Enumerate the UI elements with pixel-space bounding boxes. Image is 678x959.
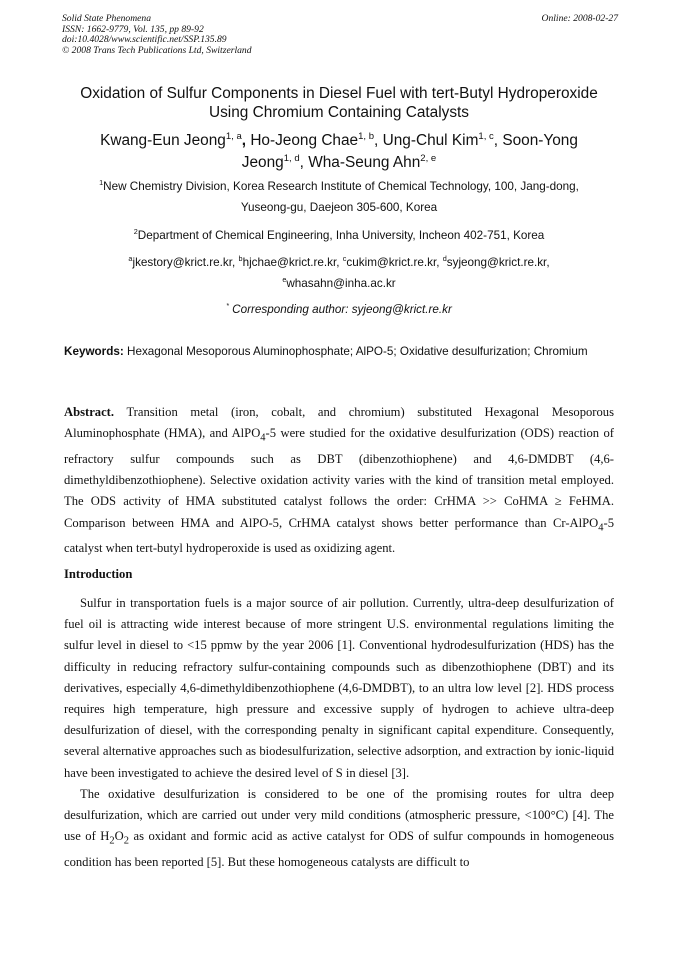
abstract: [64, 402, 614, 559]
email-address: hjchae@krict.re.kr: [242, 256, 337, 269]
author-name: Soon-Yong: [502, 132, 578, 149]
abstract-text-2: -5 were studied for the oxidative desulfurization (ODS) reaction of refractory sulfur compounds such as DBT (dibenzothiophene) and 4,6-DMDBT (4,6-dimethyldibenzothiophene). Selective oxidation activity varies with the kind of transition metal employed. The ODS activity of HMA substituted catalyst follows the order: CrHMA >> CoHMA ≥ FeHMA. Comparison between HMA and AlPO-5, CrHMA catalyst shows better performance than Cr-AlPO: [64, 426, 614, 530]
keywords-label: Keywords:: [64, 345, 124, 358]
section-heading: Introduction: [64, 567, 133, 581]
author-sup: 1, c: [478, 130, 494, 142]
introduction-body: [64, 593, 614, 873]
abstract-sub: 4: [598, 522, 604, 534]
affiliation-1-line-2: Yuseong-gu, Daejeon 305-600, Korea: [240, 201, 438, 214]
intro-paragraph-2: [64, 784, 614, 873]
journal-name: Solid State Phenomena: [62, 13, 151, 24]
affiliation-1-line-1: New Chemistry Division, Korea Research Institute of Chemical Technology, 100, Jang-dong,: [103, 180, 579, 193]
intro-sub: 2: [109, 835, 115, 847]
affiliation-sup: 2: [133, 227, 138, 237]
author-line-1: Kwang-Eun Jeong$^{1, a}$, Ho-Jeong Chae$^{1, b}$, Ung-Chul Kim$^{1, c}$, Soon-Yong: [100, 130, 578, 149]
affiliation-2: [40, 225, 638, 246]
email-sup: b: [238, 254, 243, 264]
email-address: jkestory@krict.re.kr: [132, 256, 233, 269]
online-date: Online: 2008-02-27: [541, 13, 618, 24]
email-list: $^a$jkestory@krict.re.kr, $^b$hjchae@krict.re.kr, $^c$cukim@krict.re.kr, $^d$syjeong@krict.re.kr, $^e$whasahn@inha.ac.kr: [128, 254, 550, 290]
email-sup: d: [442, 254, 447, 264]
author-list: [40, 130, 638, 174]
doi-line: doi:10.4028/www.scientific.net/SSP.135.89: [62, 34, 227, 46]
author-sup: 1, d: [283, 152, 300, 164]
abstract-text-3: -5 catalyst when tert-butyl hydroperoxide is used as oxidizing agent.: [64, 515, 614, 556]
abstract-sub: 4: [260, 432, 266, 444]
intro-text: O: [114, 829, 124, 844]
keywords-text: Hexagonal Mesoporous Aluminophosphate; AlPO-5; Oxidative desulfurization; Chromium: [127, 345, 588, 358]
title-line-1: Oxidation of Sulfur Components in Diesel Fuel with tert-Butyl Hydroperoxide: [80, 85, 598, 102]
corr-sup: *: [226, 301, 229, 311]
intro-text: as oxidant and formic acid as active catalyst for ODS of sulfur compounds in homogeneous condition has been reported [5]. But these homogeneous catalysts are difficult to: [64, 829, 615, 869]
corresponding-author: [40, 299, 638, 320]
abstract-text-1: Transition metal (iron, cobalt, and chromium) substituted Hexagonal Mesoporous Aluminophosphate (HMA), and AlPO: [64, 405, 614, 441]
title-line-2: Using Chromium Containing Catalysts: [208, 104, 470, 121]
affiliation-sup: 1: [99, 178, 104, 188]
author-sup: 1, b: [358, 130, 375, 142]
corr-text: Corresponding author: syjeong@krict.re.kr: [232, 303, 452, 316]
email-sup: c: [342, 254, 347, 264]
affiliation-1: [40, 176, 638, 218]
paper-title: [40, 84, 638, 122]
intro-paragraph-1: Sulfur in transportation fuels is a major source of air pollution. Currently, ultra-deep desulfurization of fuel oil is attracting wide interest because of more stringent U.S. environmental regulations limiting the sulfur level in diesel to <15 ppmw by the year 2006 [1]. Conventional hydrodesulfurization (HDS) has the difficulty in reducing refractory sulfur-containing compounds such as dibenzothiophene (DBT) and its derivatives, especially 4,6-dimethyldibenzothiophene (4,6-DMDBT), to an ultra low level [2]. HDS process requires high temperature, high pressure and excessive supply of hydrogen to achieve ultra-deep desulfurization of diesel, with the corresponding penalty in significant capital expenditure. Consequently, several alternative approaches such as biodesulfurization, selective adsorption, and extraction by ionic-liquid have been investigated to achieve the desired level of S in diesel [3].: [64, 596, 614, 780]
author-line-2: Jeong$^{1, d}$, Wha-Seung Ahn$^{2, e}$: [241, 152, 437, 171]
intro-text: The oxidative desulfurization is considered to be one of the promising routes for ultra deep desulfurization, which are carried out under very mild conditions (atmospheric pressure, <100°C) [4]. The use of H: [64, 786, 614, 844]
email-address: syjeong@krict.re.kr: [446, 256, 547, 269]
author-sup: 2, e: [420, 152, 437, 164]
email-sup: a: [128, 254, 133, 264]
email-address: cukim@krict.re.kr: [346, 256, 437, 269]
affiliation-2-text: Department of Chemical Engineering, Inha University, Incheon 402-751, Korea: [137, 229, 545, 242]
author-name: Ung-Chul Kim: [382, 132, 479, 149]
abstract-label: Abstract.: [64, 405, 115, 419]
keywords: [64, 341, 614, 362]
issn-line: ISSN: 1662-9779, Vol. 135, pp 89-92: [62, 23, 204, 35]
intro-sub: 2: [123, 835, 129, 847]
author-name: Kwang-Eun Jeong: [100, 132, 226, 149]
copyright-line: © 2008 Trans Tech Publications Ltd, Switzerland: [62, 44, 252, 56]
email-sup: e: [282, 275, 287, 285]
author-name: Wha-Seung Ahn: [308, 154, 421, 171]
author-sup: 1, a: [225, 130, 242, 142]
author-name: Ho-Jeong Chae: [250, 132, 359, 149]
email-address: whasahn@inha.ac.kr: [286, 277, 396, 290]
author-name: Jeong: [241, 154, 284, 171]
journal-header: [62, 14, 618, 56]
